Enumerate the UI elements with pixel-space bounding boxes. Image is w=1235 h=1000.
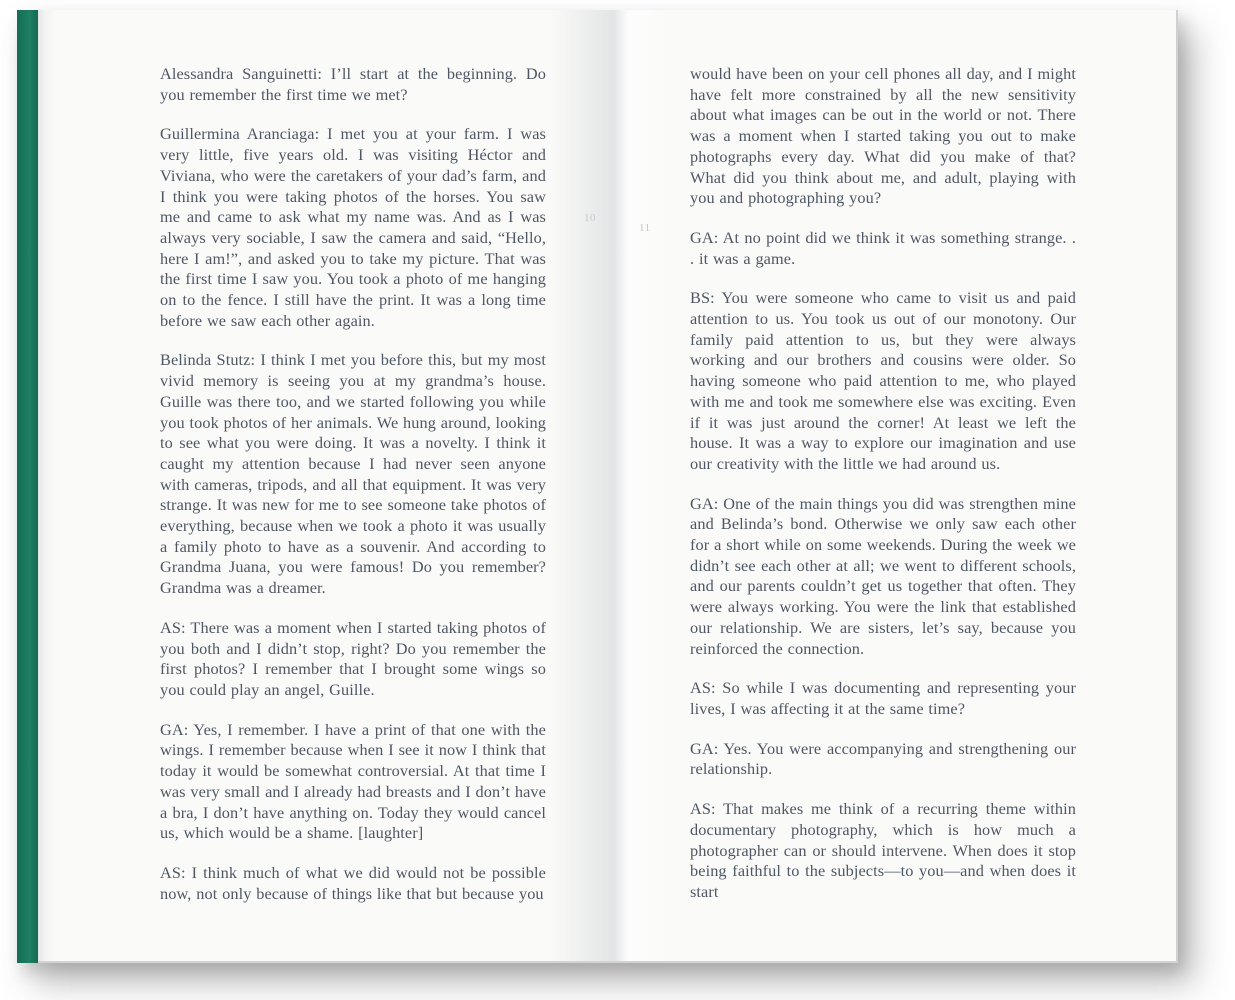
paragraph: Alessandra Sanguinetti: I’ll start at the beginning. Do you remember the first time we met? <box>160 64 546 104</box>
left-page-text <box>160 64 546 904</box>
paragraph: GA: One of the main things you did was strengthen mine and Belinda’s bond. Otherwise we only saw each other for a short while on some weekends. During the week we didn’t see each other at all; we went to different schools, and our parents couldn’t get us together that often. They were always working. You were the link that established our relationship. We are sisters, let’s say, because you reinforced the connection. <box>690 493 1076 658</box>
book-spine <box>17 10 38 963</box>
paragraph: BS: You were someone who came to visit us and paid attention to us. You took us out of our monotony. Our family paid attention to us, but they were always working and our brothers and cousins were older. So having someone who paid attention to me, who played with me and took me somewhere else was exciting. Even if it was just around the corner! At least we left the house. It was a way to explore our imagination and use our creativity with the little we had around us. <box>690 288 1076 473</box>
paragraph: GA: Yes. You were accompanying and strengthening our relationship. <box>690 738 1076 779</box>
open-book <box>17 10 1178 963</box>
paragraph: GA: Yes, I remember. I have a print of that one with the wings. I remember because when I see it now I think that today it would be somewhat controversial. At that time I was very small and I already had breasts and I don’t have a bra, I don’t have anything on. Today they would cancel us, which would be a shame. [laughter] <box>160 719 546 843</box>
paragraph: AS: I think much of what we did would not be possible now, not only because of things like that but because you <box>160 862 546 903</box>
page-number-left: 10 <box>584 212 596 224</box>
page-number-right: 11 <box>639 222 651 234</box>
paragraph: GA: At no point did we think it was something strange. . . it was a game. <box>690 227 1076 268</box>
page-spread <box>38 10 1178 963</box>
paragraph: AS: That makes me think of a recurring theme within documentary photography, which is how much a photographer can or should intervene. When does it stop being faithful to the subjects—to you—and when does it start <box>690 799 1076 901</box>
paragraph: Belinda Stutz: I think I met you before this, but my most vivid memory is seeing you at my grandma’s house. Guille was there too, and we started following you while you took photos of her animals. We hung around, looking to see what you were doing. It was a novelty. I think it caught my attention because I had never seen anyone with cameras, tripods, and all that equipment. It was very strange. It was new for me to see someone take photos of everything, because when we took a photo it was usually a family photo to have as a souvenir. And according to Grandma Juana, you were famous! Do you remember? Grandma was a dreamer. <box>160 350 546 598</box>
paragraph: would have been on your cell phones all day, and I might have felt more constrained by all the new sensitivity about what images can be out in the world or not. There was a moment when I started taking you out to make photographs every day. What did you make of that? What did you think about me, and adult, playing with you and photographing you? <box>690 64 1076 208</box>
paragraph: AS: So while I was documenting and representing your lives, I was affecting it at the same time? <box>690 678 1076 718</box>
right-page-text <box>690 64 1076 903</box>
paragraph: Guillermina Aranciaga: I met you at your farm. I was very little, five years old. I was visiting Héctor and Viviana, who were the caretakers of your dad’s farm, and I think you were taking photos of the horses. You saw me and came to ask what my name was. And as I was always very sociable, I saw the camera and said, “Hello, here I am!”, and asked you to take my picture. That was the first time I saw you. You took a photo of me hanging on to the fence. I still have the print. It was a long time before we saw each other again. <box>160 124 546 330</box>
paragraph: AS: There was a moment when I started taking photos of you both and I didn’t stop, right? Do you remember the first photos? I remember that I brought some wings so you could play an angel, Guille. <box>160 617 546 699</box>
